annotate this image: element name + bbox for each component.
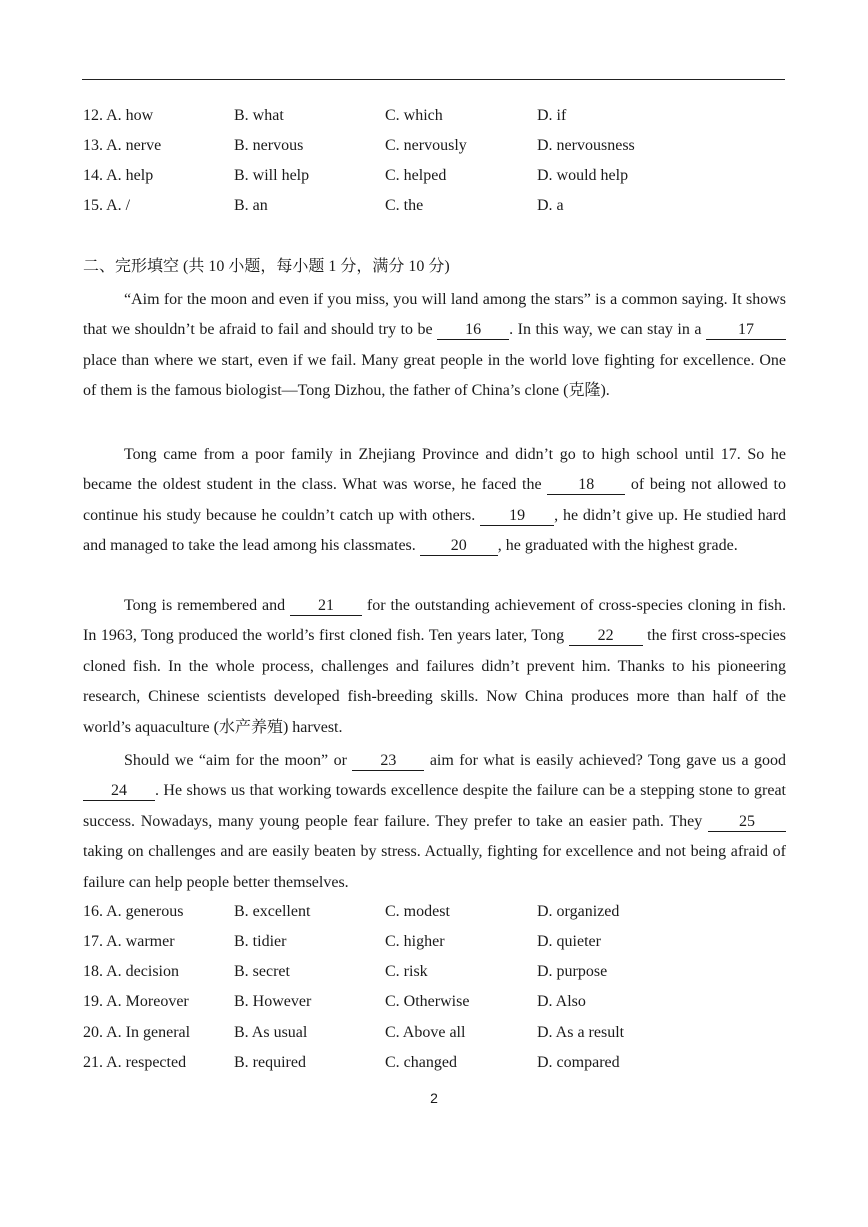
option-d: D. Also xyxy=(537,993,586,1010)
blank-22: 22 xyxy=(569,627,643,646)
header-rule xyxy=(82,79,785,80)
option-b: B. tidier xyxy=(234,933,287,950)
blank-20: 20 xyxy=(420,537,498,556)
option-c: C. modest xyxy=(385,903,450,920)
passage-paragraph-4 xyxy=(83,746,786,898)
blank-16: 16 xyxy=(437,321,509,340)
option-b: B. what xyxy=(234,107,284,124)
option-b: B. However xyxy=(234,993,312,1010)
paragraph-text: Tong is remembered and xyxy=(124,597,290,614)
paragraph-text: place than where we start, even if we fail. Many great people in the world love fighting for excellence. One of them is the famous biologist—Tong Dizhou, the father of China’s clone (克隆). xyxy=(83,351,786,400)
option-a: 12. A. how xyxy=(83,107,154,124)
paragraph-text: for the outstanding achievement of cross-species cloning in fish. In 1963, Tong produced the world’s first cloned fish. Ten years later, Tong xyxy=(83,597,787,645)
option-d: D. compared xyxy=(537,1054,620,1071)
option-d: D. purpose xyxy=(537,963,608,980)
option-row-16 xyxy=(83,901,786,923)
passage-paragraph-3 xyxy=(83,591,786,743)
page-number: 2 xyxy=(430,1090,438,1106)
option-a: 17. A. warmer xyxy=(83,933,175,950)
option-c: C. helped xyxy=(385,167,447,184)
option-b: B. As usual xyxy=(234,1024,308,1041)
option-row-20 xyxy=(83,1022,786,1044)
paragraph-text: the first cross-species cloned fish. In the whole process, challenges and failures didn’t prevent him. Thanks to his pioneering research, Chinese scientists developed fish-breeding skills. Now China produces more than half of the world’s aquaculture (水产养殖) harvest. xyxy=(83,627,787,736)
blank-18: 18 xyxy=(547,476,625,495)
paragraph-text: Tong came from a poor family in Zhejiang Province and didn’t go to high school until 17. So he became the oldest student in the class. What was worse, he faced the xyxy=(83,446,786,494)
option-c: C. Otherwise xyxy=(385,993,470,1010)
paragraph-text: , he didn’t give up. He studied hard and managed to take the lead among his classmates. xyxy=(83,506,786,555)
paragraph-text: . He shows us that working towards excellence despite the failure can be a stepping stone to great success. Nowadays, many young people fear failure. They prefer to take an easier path. They xyxy=(83,782,786,830)
option-c: C. higher xyxy=(385,933,445,950)
paragraph-text: , he graduated with the highest grade. xyxy=(497,537,738,555)
blank-17: 17 xyxy=(706,321,786,340)
option-d: D. quieter xyxy=(537,933,601,950)
option-a: 21. A. respected xyxy=(83,1054,187,1071)
option-d: D. organized xyxy=(537,903,620,920)
option-row-21 xyxy=(83,1052,786,1074)
option-d: D. would help xyxy=(537,167,629,184)
option-row-15 xyxy=(83,195,786,217)
paragraph-text: . In this way, we can stay in a xyxy=(509,321,706,339)
option-b: B. excellent xyxy=(234,903,311,920)
option-d: D. nervousness xyxy=(537,137,635,154)
paragraph-text: “Aim for the moon and even if you miss, you will land among the stars” is a common saying. It shows that we shouldn’t be afraid to fail and should try to be xyxy=(83,291,786,339)
option-row-14 xyxy=(83,165,786,187)
passage-paragraph-1 xyxy=(83,285,786,407)
option-row-19 xyxy=(83,991,786,1013)
option-row-17 xyxy=(83,931,786,953)
option-a: 16. A. generous xyxy=(83,903,184,920)
paragraph-text: Should we “aim for the moon” or xyxy=(124,752,353,769)
blank-25: 25 xyxy=(708,813,786,832)
option-c: C. changed xyxy=(385,1054,457,1071)
option-b: B. will help xyxy=(234,167,310,184)
option-a: 19. A. Moreover xyxy=(83,993,189,1010)
option-b: B. secret xyxy=(234,963,290,980)
option-b: B. required xyxy=(234,1054,306,1071)
option-c: C. nervously xyxy=(385,137,467,154)
option-d: D. if xyxy=(537,107,567,124)
option-d: D. a xyxy=(537,197,564,214)
option-d: D. As a result xyxy=(537,1024,625,1041)
paragraph-text: taking on challenges and are easily beaten by stress. Actually, fighting for excellence and not being afraid of failure can help people better themselves. xyxy=(83,843,786,891)
option-b: B. nervous xyxy=(234,137,304,154)
paragraph-text: aim for what is easily achieved? Tong gave us a good xyxy=(424,752,787,769)
blank-23: 23 xyxy=(352,752,424,771)
option-c: C. the xyxy=(385,197,424,214)
option-a: 14. A. help xyxy=(83,167,154,184)
option-c: C. which xyxy=(385,107,443,124)
passage-paragraph-2 xyxy=(83,440,786,562)
option-c: C. Above all xyxy=(385,1024,466,1041)
option-row-18 xyxy=(83,961,786,983)
option-row-13 xyxy=(83,135,786,157)
option-c: C. risk xyxy=(385,963,428,980)
option-b: B. an xyxy=(234,197,268,214)
section-heading: 二、完形填空 (共 10 小题，每小题 1 分，满分 10 分) xyxy=(83,258,450,275)
option-a: 18. A. decision xyxy=(83,963,179,980)
option-a: 15. A. / xyxy=(83,197,131,214)
paragraph-text: of being not allowed to continue his study because he couldn’t catch up with others. xyxy=(83,476,786,524)
blank-24: 24 xyxy=(83,782,155,801)
blank-21: 21 xyxy=(290,597,362,616)
blank-19: 19 xyxy=(480,507,554,526)
option-a: 20. A. In general xyxy=(83,1024,191,1041)
option-a: 13. A. nerve xyxy=(83,137,162,154)
option-row-12 xyxy=(83,105,786,127)
